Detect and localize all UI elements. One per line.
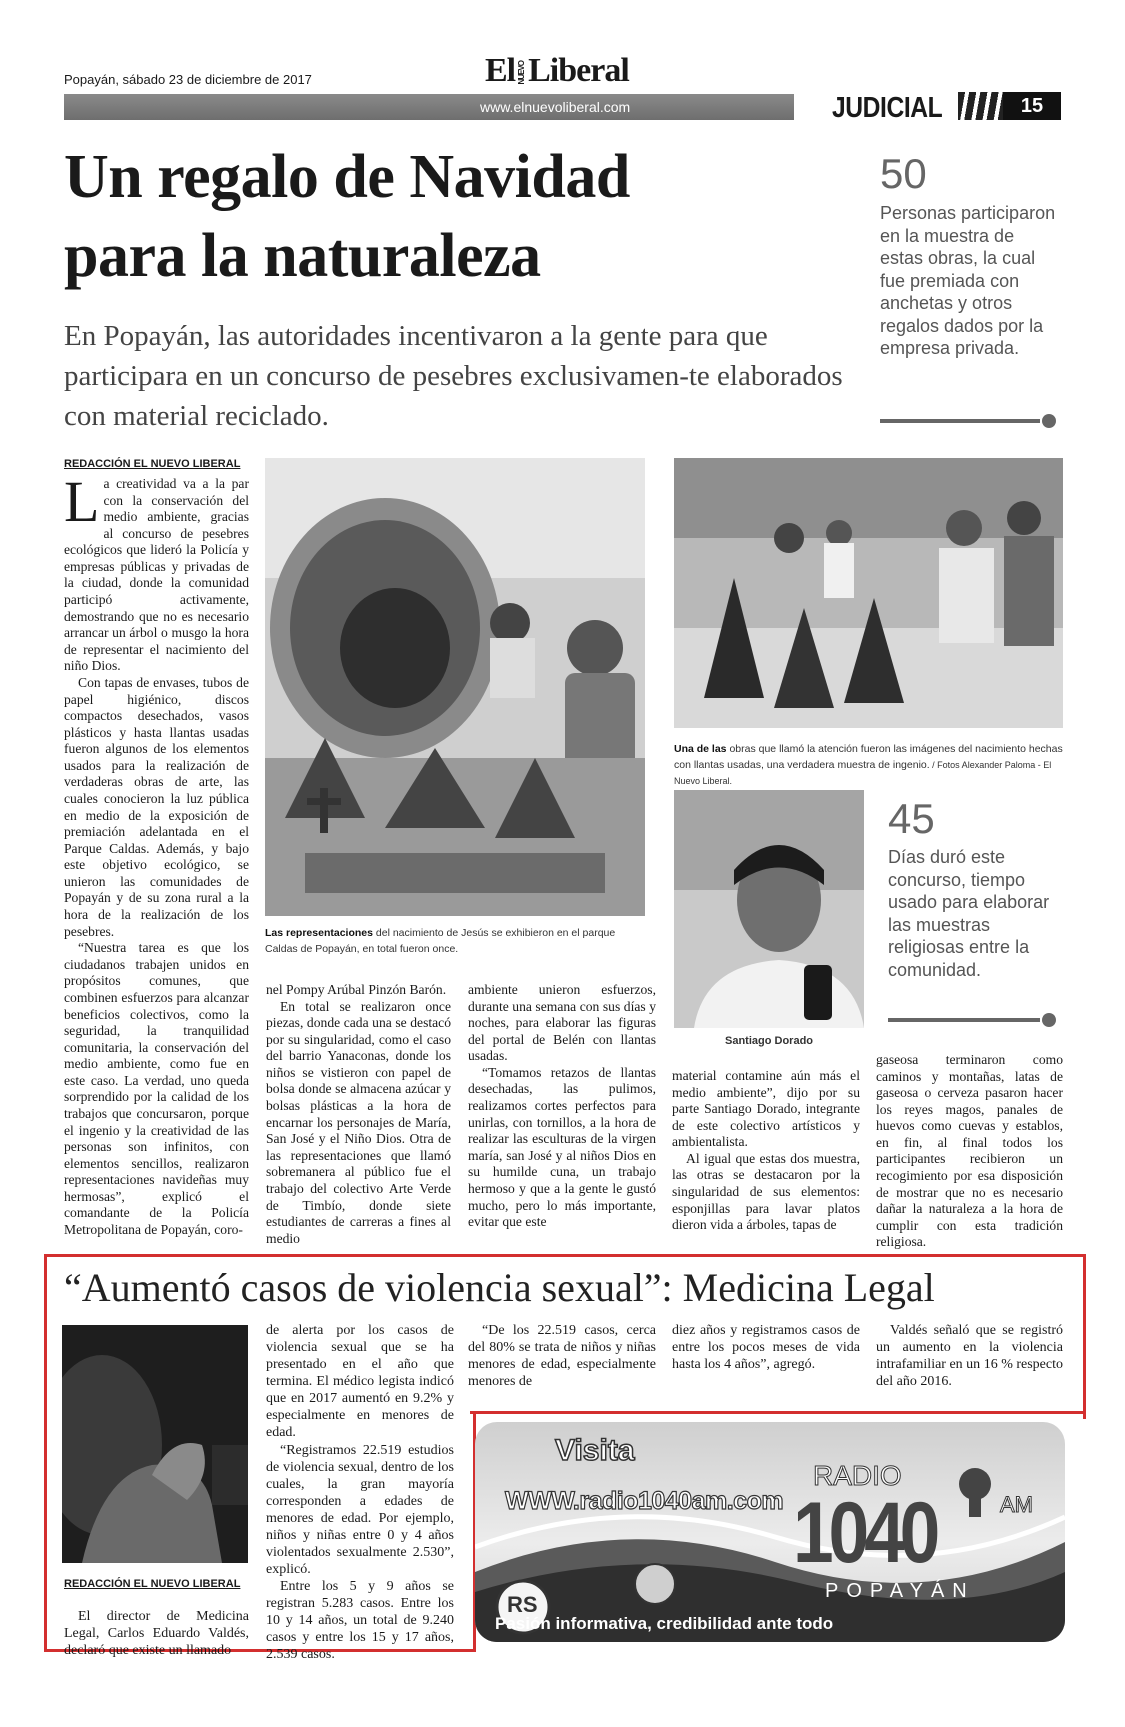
article-column-2: [266, 982, 451, 1247]
col2-paragraph-2: En total se realizaron once piezas, donde cada una se destacó por su singularidad, como el caso del barrio Yanaconas, donde los niños se vistieron con papel de bolsa donde se almacena azúcar y bolsas plásticas a la hora de encarnar los personajes de María, San José y el Niño Dios. Otra de las representaciones que llamó sobremanera al público fue el trabajo del colectivo Arte Verde de Timbío, donde siete estudiantes de carreras a fines al medio: [266, 998, 451, 1246]
caption-2-lead: Una de las: [674, 743, 727, 755]
article-column-1: [64, 469, 249, 1239]
fact-dot-2: [1042, 1013, 1056, 1027]
photo-portrait-illustration: [674, 790, 864, 1028]
fact-divider-2: [888, 1018, 1040, 1022]
second-column-4: [672, 1322, 860, 1373]
masthead-nuevo: NUEVO: [517, 61, 527, 85]
page-number: 15: [1003, 92, 1061, 120]
col4-paragraph-1: material contamine aún más el medio ambiente”, dijo por su parte Santiago Dorado, integrante de este colectivo artísticos y ambientalista.: [672, 1068, 860, 1150]
ad-frequency: 1040: [793, 1485, 936, 1581]
article-column-3: [468, 982, 656, 1231]
ad-visita: Visita: [555, 1434, 635, 1467]
second-column-5: [876, 1322, 1063, 1390]
second-col2-paragraph-3: Entre los 5 y 9 años se registran 5.283 casos. Entre los 10 y 14 años, un total de 9.240 casos y entre los 15 y 17 años, 2.539 casos.: [266, 1579, 454, 1663]
ad-radio-label: RADIO: [813, 1460, 902, 1491]
ad-slogan: Pasión informativa, credibilidad ante todo: [495, 1614, 834, 1633]
byline: REDACCIÓN EL NUEVO LIBERAL: [64, 458, 241, 470]
caption-photo-1: [265, 926, 650, 958]
caption-1-lead: Las representaciones: [265, 927, 373, 939]
fact-text-2: Días duró este concurso, tiempo usado para elaborar las muestras religiosas entre la comunidad.: [888, 847, 1050, 980]
drop-cap: L: [64, 469, 100, 534]
dateline: Popayán, sábado 23 de diciembre de 2017: [64, 72, 312, 87]
second-col5-paragraph: Valdés señaló que se registró un aumento en la violencia intrafamiliar en un 16 % respecto del año 2016.: [876, 1323, 1063, 1390]
second-byline: REDACCIÓN EL NUEVO LIBERAL: [64, 1578, 241, 1590]
col2-paragraph-1: nel Pompy Arúbal Pinzón Barón.: [266, 982, 447, 997]
highlight-box-edge: [470, 1411, 1083, 1414]
radio-advertisement[interactable]: [475, 1422, 1065, 1642]
col5-paragraph-1: gaseosa terminaron como caminos y montañas, latas de gaseosa o cerveza pasaron hacer los reyes magos, panales de huevos como cuevas y establos, en fin, al final todos los participantes recibieron un recogimiento por esa disposición de mostrar que no es necesario dañar la naturaleza a la hora de cumplir con esta tradición religiosa.: [876, 1052, 1063, 1250]
article-column-5: [876, 1052, 1063, 1251]
ad-city: POPAYÁN: [825, 1580, 975, 1602]
caption-photo-3: Santiago Dorado: [725, 1035, 814, 1047]
fact-dot-1: [1042, 414, 1056, 428]
ad-rs-logo: RS: [507, 1592, 538, 1617]
masthead-liberal: Liberal: [528, 52, 629, 89]
caption-2-text: obras que llamó la atención fueron las imágenes del nacimiento hechas con llantas usadas, una verdadera muestra de ingenio.: [674, 743, 1063, 771]
col3-paragraph-1: ambiente unieron esfuerzos, durante una semana con sus días y noches, para elaborar las figuras del portal de Belén con llantas usadas.: [468, 982, 656, 1064]
headline-line-1: Un regalo de Navidad: [64, 143, 630, 211]
photo-tire-sculptures: [674, 458, 1063, 728]
second-headline: “Aumentó casos de violencia sexual”: Medicina Legal: [64, 1265, 935, 1310]
second-col3-paragraph: “De los 22.519 casos, cerca del 80% se trata de niños y niñas menores de edad, especialmente menores de: [468, 1323, 656, 1390]
header-bar: [64, 94, 794, 120]
fact-number-1: 50: [880, 150, 927, 197]
caption-2-credit: / Fotos Alexander Paloma - El Nuevo Liberal.: [674, 759, 1052, 786]
masthead-logo: [485, 52, 629, 90]
photo-santiago-dorado: [674, 790, 864, 1028]
section-stripes: [958, 92, 1003, 120]
col3-paragraph-2: “Tomamos retazos de llantas desechadas, las pulimos, realizamos cortes perfectos para unirlas, con tornillos, a la hora de realizar las esculturas de la virgen maría, san José y al niños Dios en su humilde cuna, un trabajo hermoso y que a la gente le gustó mucho, pero lo más importante, evitar que este: [468, 1064, 656, 1230]
photo-nativity-scene: [265, 458, 645, 916]
article-column-4: [672, 1068, 860, 1234]
photo-nativity-illustration: [265, 458, 645, 916]
col4-paragraph-2: Al igual que estas dos muestra, las otras se destacaron por la singularidad de sus elementos: esponjillas para lavar platos dieron vida a árboles, tapas de: [672, 1150, 860, 1233]
headline-line-2: para la naturaleza: [64, 222, 541, 291]
section-title: JUDICIAL: [832, 92, 943, 124]
col1-paragraph-2: Con tapas de envases, tubos de papel higiénico, discos compactos desechados, vasos plásticos y hasta llantas usadas fueron algunos de los elementos usados para la realización de verdaderas obras de arte, las cuales conocieron la luz pública en medio de la exposición de premiación adelantada en el Parque Caldas. Además, y bajo este objetivo ecológico, se unieron las comunidades de Popayán y de su zona rural a la hora de la realización de los pesebres.: [64, 674, 249, 939]
ad-url[interactable]: WWW.radio1040am.com: [505, 1487, 784, 1515]
subheadline: En Popayán, las autoridades incentivaron a la gente para que participara en un concurso de pesebres exclusivamen-te elaborados con material reciclado.: [64, 320, 843, 433]
masthead-el: El: [485, 52, 516, 89]
fact-divider-1: [880, 419, 1040, 423]
fact-text-1: Personas participaron en la muestra de estas obras, la cual fue premiada con anchetas y otros regalos dados por la empresa privada.: [880, 203, 1056, 358]
col1-paragraph-3: “Nuestra tarea es que los ciudadanos trabajen unidos en propósitos comunes, que combinen esfuerzos para alcanzar beneficios colectivos, como la seguridad, la tranquilidad comunitaria, la conservación del medio ambiente, como fue en este caso. La verdad, uno queda sorprendido por la calidad de los trabajos que concursaron, porque el ingenio y la creatividad de las personas son infinitos, con elementos sencillos, realizaron representaciones navideñas muy hermosas”, explicó el comandante de la Policía Metropolitana de Popayán, coro-: [64, 940, 249, 1238]
ad-am-label: AM: [1000, 1492, 1033, 1517]
second-column-2: [266, 1322, 454, 1664]
second-column-3: [468, 1322, 656, 1390]
fact-number-2: 45: [888, 795, 935, 842]
main-headline: [64, 138, 824, 297]
caption-photo-2: [674, 742, 1069, 789]
second-col2-paragraph-2: “Registramos 22.519 estudios de violencia sexual, dentro de los cuales, la gran mayoría corresponden a edades de menores de edad. Por ejemplo, niños y niñas entre 0 y 4 años violentados sexualmente 2.530”, explicó.: [266, 1442, 454, 1578]
caption-1-text: del nacimiento de Jesús se exhibieron en el parque Caldas de Popayán, en total fueron once.: [265, 927, 616, 955]
photo-tire-illustration: [674, 458, 1063, 728]
second-col1-paragraph: El director de Medicina Legal, Carlos Eduardo Valdés, declaró que existe un llamado: [64, 1609, 249, 1659]
second-col2-paragraph-1: de alerta por los casos de violencia sexual que se ha presentado en el año que termina. El médico legista indicó que en 2017 aumentó en 9.2% y especialmente en menores de edad.: [266, 1323, 454, 1441]
photo-hands: [62, 1325, 248, 1563]
col1-paragraph-1: a creatividad va a la par con la conservación del medio ambiente, gracias al concurso de pesebres ecológicos que lideró la Policía y empresas públicas y privadas de la ciudad, donde la comunidad participó activamente, demostrando que no es necesario arrancar un árbol o musgo la hora de representar el nacimiento del niño Dios.: [64, 476, 249, 674]
second-col4-paragraph: diez años y registramos casos de entre los pocos meses de vida hasta los 4 años”, agregó.: [672, 1323, 860, 1373]
website-link[interactable]: www.elnuevoliberal.com: [480, 99, 631, 115]
second-column-1: [64, 1608, 249, 1659]
photo-hands-illustration: [62, 1325, 248, 1563]
